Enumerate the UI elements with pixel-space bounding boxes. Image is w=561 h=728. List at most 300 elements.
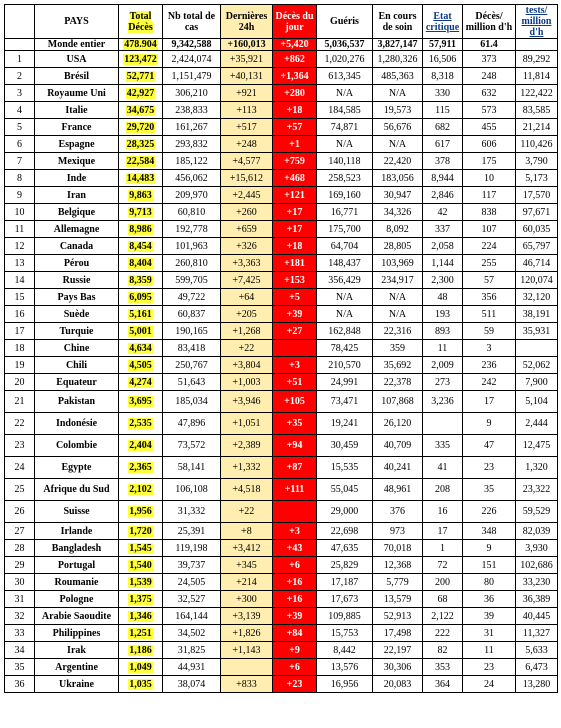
total-cases-cell: 58,141 [163, 457, 221, 479]
tests-per-million-cell: 60,035 [516, 221, 558, 238]
deaths-per-million-cell: 226 [463, 501, 516, 523]
table-row [5, 289, 558, 306]
total-cases-cell: 60,837 [163, 306, 221, 323]
total-cases-cell: 34,502 [163, 625, 221, 642]
total-deaths-cell [119, 557, 163, 574]
tests-per-million-cell: 5,173 [516, 170, 558, 187]
tests-per-million-cell: 82,039 [516, 523, 558, 540]
total-deaths-value: 42,927 [126, 87, 155, 99]
header-critical-link[interactable]: Etat critique [425, 10, 460, 33]
active-cell: N/A [373, 85, 423, 102]
rank-cell: 36 [5, 676, 35, 693]
new-cases-cell: +4,577 [221, 153, 273, 170]
table-row [5, 170, 558, 187]
critical-cell: 2,300 [423, 272, 463, 289]
rank-cell: 12 [5, 238, 35, 255]
world-total-row [5, 39, 558, 51]
total-deaths-value: 2,365 [129, 462, 152, 473]
total-deaths-value: 6,095 [129, 291, 152, 303]
tests-per-million-cell: 40,445 [516, 608, 558, 625]
total-deaths-value: 2,102 [129, 484, 152, 495]
recovered-cell: 109,885 [317, 608, 373, 625]
tests-per-million-cell: 65,797 [516, 238, 558, 255]
active-cell: 70,018 [373, 540, 423, 557]
total-deaths-cell [119, 119, 163, 136]
tests-per-million-cell: 3,790 [516, 153, 558, 170]
new-cases-cell: +2,389 [221, 435, 273, 457]
total-cases-cell: 599,705 [163, 272, 221, 289]
country-cell: Belgique [35, 204, 119, 221]
recovered-cell: 184,585 [317, 102, 373, 119]
new-deaths-cell: +39 [273, 608, 317, 625]
total-deaths-cell [119, 479, 163, 501]
new-deaths-cell: +6 [273, 659, 317, 676]
total-cases-cell: 38,074 [163, 676, 221, 693]
country-cell: Brésil [35, 68, 119, 85]
deaths-per-million-cell: 47 [463, 435, 516, 457]
header-recovered: Guéris [317, 5, 373, 39]
total-cases-cell: 119,198 [163, 540, 221, 557]
country-cell: Irak [35, 642, 119, 659]
active-cell: N/A [373, 136, 423, 153]
critical-cell: 222 [423, 625, 463, 642]
new-cases-cell: +113 [221, 102, 273, 119]
total-deaths-value: 28,325 [126, 138, 155, 150]
tests-per-million-cell: 35,931 [516, 323, 558, 340]
tests-per-million-cell: 52,062 [516, 357, 558, 374]
total-deaths-cell [119, 289, 163, 306]
header-active: En cours de soin [373, 5, 423, 39]
rank-cell: 31 [5, 591, 35, 608]
table-row [5, 68, 558, 85]
total-cases-cell: 238,833 [163, 102, 221, 119]
world-new-deaths-cell: +5,420 [273, 39, 317, 51]
new-deaths-cell: +17 [273, 204, 317, 221]
deaths-per-million-cell: 11 [463, 642, 516, 659]
active-cell: 52,913 [373, 608, 423, 625]
deaths-per-million-cell: 573 [463, 102, 516, 119]
table-row [5, 391, 558, 413]
recovered-cell: 73,471 [317, 391, 373, 413]
new-deaths-cell: +759 [273, 153, 317, 170]
total-deaths-value: 1,251 [129, 627, 152, 639]
header-critical[interactable] [423, 5, 463, 39]
table-row [5, 435, 558, 457]
new-deaths-cell: +94 [273, 435, 317, 457]
table-row [5, 413, 558, 435]
country-cell: Equateur [35, 374, 119, 391]
critical-cell: 378 [423, 153, 463, 170]
total-deaths-cell [119, 659, 163, 676]
country-cell: Pologne [35, 591, 119, 608]
active-cell: 19,573 [373, 102, 423, 119]
country-cell: Chili [35, 357, 119, 374]
total-deaths-value: 5,161 [129, 308, 152, 320]
country-cell: Roumanie [35, 574, 119, 591]
total-deaths-value: 14,483 [126, 172, 155, 184]
critical-cell: 16 [423, 501, 463, 523]
total-deaths-value: 4,634 [129, 342, 152, 354]
country-cell: Indonésie [35, 413, 119, 435]
new-deaths-cell: +23 [273, 676, 317, 693]
table-row [5, 51, 558, 68]
tests-per-million-cell: 5,633 [516, 642, 558, 659]
header-total-cases: Nb total de cas [163, 5, 221, 39]
new-cases-cell: +64 [221, 289, 273, 306]
rank-cell: 33 [5, 625, 35, 642]
deaths-per-million-cell: 151 [463, 557, 516, 574]
tests-per-million-cell: 2,444 [516, 413, 558, 435]
total-cases-cell: 192,778 [163, 221, 221, 238]
critical-cell: 208 [423, 479, 463, 501]
new-deaths-cell: +3 [273, 357, 317, 374]
recovered-cell: 16,771 [317, 204, 373, 221]
total-deaths-cell [119, 457, 163, 479]
total-deaths-value: 2,535 [129, 418, 152, 429]
tests-per-million-cell: 21,214 [516, 119, 558, 136]
new-deaths-cell: +18 [273, 102, 317, 119]
country-cell: Italie [35, 102, 119, 119]
new-cases-cell: +35,921 [221, 51, 273, 68]
recovered-cell: 15,753 [317, 625, 373, 642]
total-deaths-cell [119, 221, 163, 238]
table-row [5, 591, 558, 608]
new-deaths-cell: +5 [273, 289, 317, 306]
critical-cell: 72 [423, 557, 463, 574]
new-deaths-cell: +39 [273, 306, 317, 323]
total-deaths-value: 1,375 [129, 593, 152, 605]
rank-cell: 5 [5, 119, 35, 136]
critical-cell: 68 [423, 591, 463, 608]
new-deaths-cell: +18 [273, 238, 317, 255]
deaths-per-million-cell: 17 [463, 391, 516, 413]
country-cell: Mexique [35, 153, 119, 170]
critical-cell: 2,846 [423, 187, 463, 204]
new-deaths-cell: +17 [273, 221, 317, 238]
new-deaths-cell: +43 [273, 540, 317, 557]
total-cases-cell: 260,810 [163, 255, 221, 272]
new-deaths-cell: +280 [273, 85, 317, 102]
deaths-per-million-cell: 31 [463, 625, 516, 642]
total-cases-cell: 185,034 [163, 391, 221, 413]
tests-per-million-cell: 23,322 [516, 479, 558, 501]
active-cell: 17,498 [373, 625, 423, 642]
total-deaths-value: 5,001 [129, 325, 152, 337]
table-row [5, 187, 558, 204]
table-row [5, 119, 558, 136]
rank-cell: 23 [5, 435, 35, 457]
table-row [5, 255, 558, 272]
country-cell: Colombie [35, 435, 119, 457]
rank-cell: 13 [5, 255, 35, 272]
total-deaths-value: 1,540 [129, 559, 152, 571]
total-deaths-cell [119, 642, 163, 659]
total-cases-cell: 44,931 [163, 659, 221, 676]
tests-per-million-cell: 3,930 [516, 540, 558, 557]
tests-per-million-cell [516, 340, 558, 357]
header-tests-per-million-link[interactable]: tests/ million d'h [521, 5, 552, 38]
total-deaths-value: 8,404 [129, 257, 152, 269]
active-cell: 22,420 [373, 153, 423, 170]
rank-cell: 24 [5, 457, 35, 479]
total-deaths-value: 1,186 [129, 644, 152, 656]
total-deaths-value: 34,675 [126, 104, 155, 116]
tests-per-million-cell: 12,475 [516, 435, 558, 457]
rank-cell: 11 [5, 221, 35, 238]
active-cell: 40,709 [373, 435, 423, 457]
active-cell: N/A [373, 306, 423, 323]
active-cell: 5,779 [373, 574, 423, 591]
deaths-per-million-cell: 455 [463, 119, 516, 136]
deaths-per-million-cell: 255 [463, 255, 516, 272]
recovered-cell: N/A [317, 85, 373, 102]
active-cell: 973 [373, 523, 423, 540]
header-tests-per-million[interactable] [516, 5, 558, 39]
total-cases-cell: 73,572 [163, 435, 221, 457]
country-cell: Russie [35, 272, 119, 289]
tests-per-million-cell: 38,191 [516, 306, 558, 323]
total-deaths-value: 1,346 [129, 610, 152, 622]
new-cases-cell: +517 [221, 119, 273, 136]
tests-per-million-cell: 32,120 [516, 289, 558, 306]
total-deaths-cell [119, 238, 163, 255]
world-tests-per-million-cell [516, 39, 558, 51]
deaths-per-million-cell: 59 [463, 323, 516, 340]
new-cases-cell: +15,612 [221, 170, 273, 187]
recovered-cell: 22,698 [317, 523, 373, 540]
recovered-cell: 17,187 [317, 574, 373, 591]
recovered-cell: 162,848 [317, 323, 373, 340]
tests-per-million-cell: 5,104 [516, 391, 558, 413]
new-cases-cell: +3,946 [221, 391, 273, 413]
world-rank-cell [5, 39, 35, 51]
new-cases-cell: +2,445 [221, 187, 273, 204]
new-cases-cell: +1,003 [221, 374, 273, 391]
total-cases-cell: 25,391 [163, 523, 221, 540]
total-deaths-value: 1,720 [129, 525, 152, 537]
covid-stats-table [4, 4, 558, 693]
new-cases-cell: +1,051 [221, 413, 273, 435]
active-cell: 107,868 [373, 391, 423, 413]
country-cell: Bangladesh [35, 540, 119, 557]
total-deaths-value: 9,713 [129, 206, 152, 218]
table-row [5, 625, 558, 642]
tests-per-million-cell: 36,389 [516, 591, 558, 608]
rank-cell: 19 [5, 357, 35, 374]
table-row [5, 272, 558, 289]
header-new-cases: Dernières 24h [221, 5, 273, 39]
total-deaths-cell [119, 187, 163, 204]
critical-cell: 200 [423, 574, 463, 591]
total-deaths-cell [119, 574, 163, 591]
deaths-per-million-cell: 10 [463, 170, 516, 187]
total-deaths-value: 9,863 [129, 189, 152, 201]
rank-cell: 27 [5, 523, 35, 540]
total-cases-cell: 209,970 [163, 187, 221, 204]
total-cases-cell: 24,505 [163, 574, 221, 591]
deaths-per-million-cell: 80 [463, 574, 516, 591]
world-total-cases-cell: 9,342,588 [163, 39, 221, 51]
tests-per-million-cell: 1,320 [516, 457, 558, 479]
active-cell: 20,083 [373, 676, 423, 693]
world-country-cell: Monde entier [35, 39, 119, 51]
tests-per-million-cell: 110,426 [516, 136, 558, 153]
new-deaths-cell: +1,364 [273, 68, 317, 85]
new-cases-cell: +833 [221, 676, 273, 693]
new-cases-cell: +659 [221, 221, 273, 238]
total-deaths-cell [119, 102, 163, 119]
country-cell: Turquie [35, 323, 119, 340]
country-cell: Chine [35, 340, 119, 357]
new-cases-cell: +22 [221, 340, 273, 357]
total-deaths-cell [119, 272, 163, 289]
deaths-per-million-cell: 23 [463, 659, 516, 676]
new-cases-cell: +205 [221, 306, 273, 323]
total-deaths-cell [119, 68, 163, 85]
rank-cell: 2 [5, 68, 35, 85]
critical-cell: 48 [423, 289, 463, 306]
new-cases-cell: +300 [221, 591, 273, 608]
critical-cell: 335 [423, 435, 463, 457]
critical-cell: 42 [423, 204, 463, 221]
header-rank [5, 5, 35, 39]
world-deaths-per-million-cell: 61.4 [463, 39, 516, 51]
rank-cell: 3 [5, 85, 35, 102]
new-deaths-cell: +16 [273, 591, 317, 608]
new-deaths-cell: +57 [273, 119, 317, 136]
active-cell: 22,197 [373, 642, 423, 659]
country-cell: France [35, 119, 119, 136]
table-row [5, 523, 558, 540]
critical-cell: 11 [423, 340, 463, 357]
total-cases-cell: 106,108 [163, 479, 221, 501]
country-cell: Afrique du Sud [35, 479, 119, 501]
deaths-per-million-cell: 248 [463, 68, 516, 85]
new-cases-cell: +345 [221, 557, 273, 574]
deaths-per-million-cell: 373 [463, 51, 516, 68]
recovered-cell: 16,956 [317, 676, 373, 693]
total-deaths-value: 1,539 [129, 576, 152, 588]
total-cases-cell: 250,767 [163, 357, 221, 374]
rank-cell: 14 [5, 272, 35, 289]
table-row [5, 221, 558, 238]
tests-per-million-cell: 11,327 [516, 625, 558, 642]
recovered-cell: N/A [317, 289, 373, 306]
deaths-per-million-cell: 9 [463, 413, 516, 435]
rank-cell: 10 [5, 204, 35, 221]
recovered-cell: N/A [317, 136, 373, 153]
header-total-deaths-label: Total Décès [128, 10, 153, 33]
total-deaths-cell [119, 170, 163, 187]
total-deaths-cell [119, 340, 163, 357]
recovered-cell: 148,437 [317, 255, 373, 272]
recovered-cell: 47,635 [317, 540, 373, 557]
tests-per-million-cell: 83,585 [516, 102, 558, 119]
new-deaths-cell: +87 [273, 457, 317, 479]
recovered-cell: 258,523 [317, 170, 373, 187]
country-cell: Pakistan [35, 391, 119, 413]
country-cell: Irlande [35, 523, 119, 540]
deaths-per-million-cell: 3 [463, 340, 516, 357]
recovered-cell: 356,429 [317, 272, 373, 289]
recovered-cell: 140,118 [317, 153, 373, 170]
active-cell: 30,306 [373, 659, 423, 676]
new-cases-cell: +3,363 [221, 255, 273, 272]
deaths-per-million-cell: 838 [463, 204, 516, 221]
active-cell: 40,241 [373, 457, 423, 479]
new-cases-cell: +3,139 [221, 608, 273, 625]
world-total-deaths-value: 478.904 [124, 39, 157, 50]
country-cell: Portugal [35, 557, 119, 574]
total-deaths-cell [119, 435, 163, 457]
critical-cell: 273 [423, 374, 463, 391]
critical-cell: 330 [423, 85, 463, 102]
total-deaths-cell [119, 51, 163, 68]
total-cases-cell: 1,151,479 [163, 68, 221, 85]
country-cell: Iran [35, 187, 119, 204]
total-deaths-cell [119, 306, 163, 323]
total-cases-cell: 60,810 [163, 204, 221, 221]
critical-cell: 617 [423, 136, 463, 153]
new-deaths-cell: +6 [273, 557, 317, 574]
total-cases-cell: 456,062 [163, 170, 221, 187]
rank-cell: 16 [5, 306, 35, 323]
critical-cell: 8,944 [423, 170, 463, 187]
table-row [5, 323, 558, 340]
total-deaths-value: 3,695 [129, 396, 152, 407]
critical-cell: 2,122 [423, 608, 463, 625]
rank-cell: 9 [5, 187, 35, 204]
new-cases-cell: +921 [221, 85, 273, 102]
table-row [5, 479, 558, 501]
tests-per-million-cell: 6,473 [516, 659, 558, 676]
total-deaths-cell [119, 676, 163, 693]
total-cases-cell: 101,963 [163, 238, 221, 255]
rank-cell: 17 [5, 323, 35, 340]
active-cell: 26,120 [373, 413, 423, 435]
deaths-per-million-cell: 236 [463, 357, 516, 374]
critical-cell: 337 [423, 221, 463, 238]
new-deaths-cell: +9 [273, 642, 317, 659]
deaths-per-million-cell: 175 [463, 153, 516, 170]
total-deaths-value: 1,545 [129, 542, 152, 554]
new-cases-cell: +1,143 [221, 642, 273, 659]
deaths-per-million-cell: 35 [463, 479, 516, 501]
total-deaths-cell [119, 391, 163, 413]
total-deaths-value: 22,584 [126, 155, 155, 167]
recovered-cell: 8,442 [317, 642, 373, 659]
new-cases-cell: +7,425 [221, 272, 273, 289]
total-deaths-value: 4,274 [129, 376, 152, 388]
country-cell: Arabie Saoudite [35, 608, 119, 625]
total-cases-cell: 2,424,074 [163, 51, 221, 68]
rank-cell: 30 [5, 574, 35, 591]
total-deaths-cell [119, 255, 163, 272]
recovered-cell: 64,704 [317, 238, 373, 255]
total-deaths-value: 123,472 [124, 53, 157, 65]
country-cell: Argentine [35, 659, 119, 676]
recovered-cell: 1,020,276 [317, 51, 373, 68]
total-deaths-cell [119, 591, 163, 608]
deaths-per-million-cell: 117 [463, 187, 516, 204]
new-deaths-cell: +121 [273, 187, 317, 204]
world-critical-cell: 57,911 [423, 39, 463, 51]
recovered-cell: 24,991 [317, 374, 373, 391]
country-cell: Philippines [35, 625, 119, 642]
country-cell: Ukraine [35, 676, 119, 693]
active-cell: 376 [373, 501, 423, 523]
table-row [5, 153, 558, 170]
